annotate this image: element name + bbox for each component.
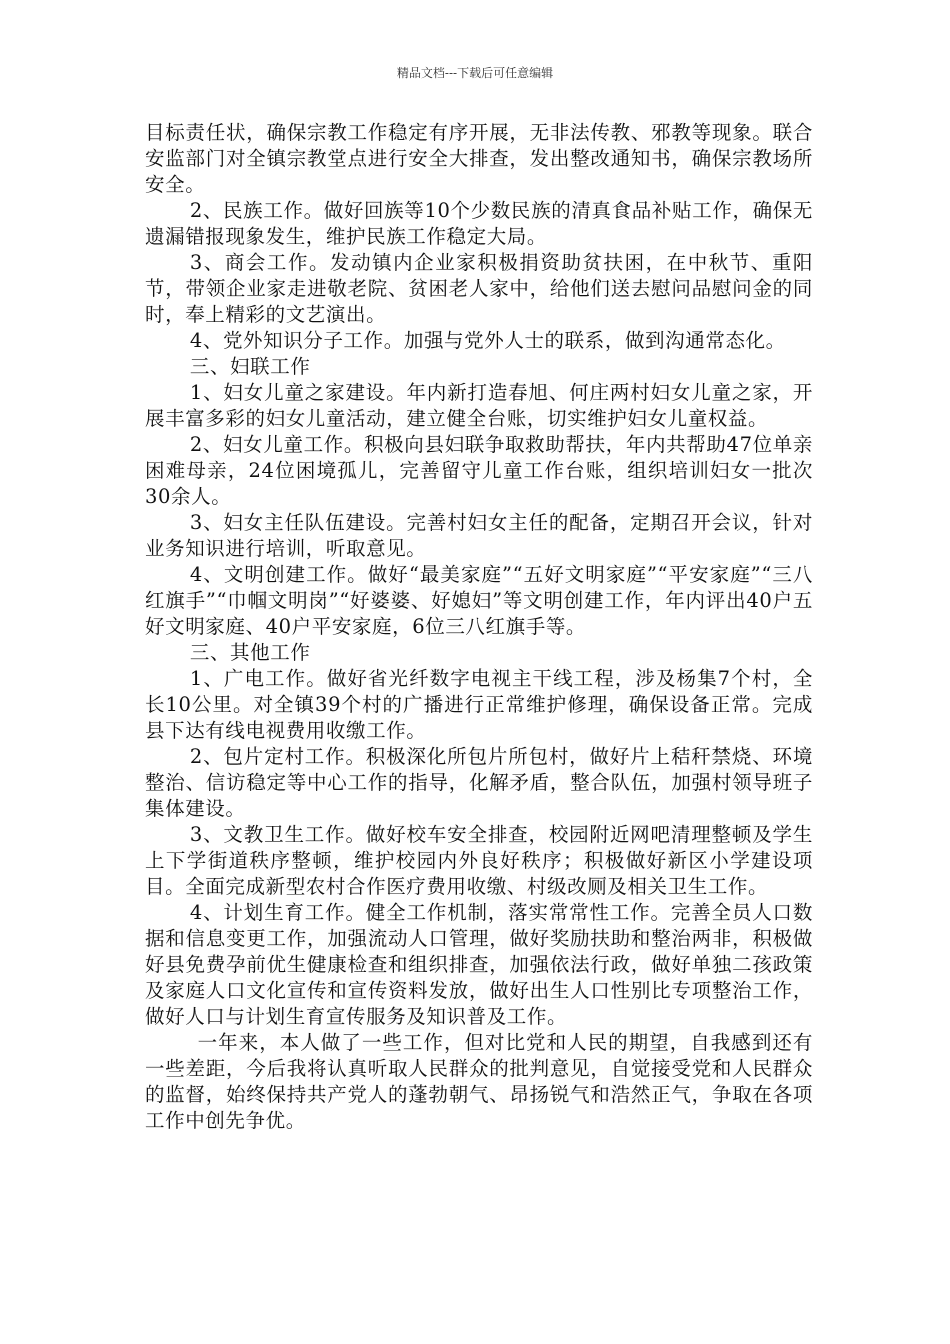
paragraph: 3、商会工作。发动镇内企业家积极捐资助贫扶困，在中秋节、重阳节，带领企业家走进敬老院、贫困老人家中，给他们送去慰问品慰问金的同时，奉上精彩的文艺演出。	[145, 251, 813, 326]
paragraph: 3、文教卫生工作。做好校车安全排查，校园附近网吧清理整顿及学生上下学街道秩序整顿，维护校园内外良好秩序；积极做好新区小学建设项目。全面完成新型农村合作医疗费用收缴、村级改厕及相关卫生工作。	[145, 823, 813, 898]
page-header: 精品文档---下载后可任意编辑	[396, 66, 554, 80]
paragraph: 4、计划生育工作。健全工作机制，落实常常性工作。完善全员人口数据和信息变更工作，加强流动人口管理，做好奖励扶助和整治两非，积极做好县免费孕前优生健康检查和组织排查，加强依法行政，做好单独二孩政策及家庭人口文化宣传和宣传资料发放，做好出生人口性别比专项整治工作，做好人口与计划生育宣传服务及知识普及工作。	[145, 901, 813, 1028]
paragraph: 1、妇女儿童之家建设。年内新打造春旭、何庄两村妇女儿童之家，开展丰富多彩的妇女儿童活动，建立健全台账，切实维护妇女儿童权益。	[145, 381, 813, 430]
section-heading: 三、其他工作	[189, 641, 311, 664]
paragraph: 2、民族工作。做好回族等10个少数民族的清真食品补贴工作，确保无遗漏错报现象发生，维护民族工作稳定大局。	[145, 199, 813, 248]
paragraph: 3、妇女主任队伍建设。完善村妇女主任的配备，定期召开会议，针对业务知识进行培训，听取意见。	[145, 511, 813, 560]
paragraph: 目标责任状，确保宗教工作稳定有序开展，无非法传教、邪教等现象。联合安监部门对全镇宗教堂点进行安全大排查，发出整改通知书，确保宗教场所安全。	[145, 121, 813, 196]
paragraph: 2、妇女儿童工作。积极向县妇联争取救助帮扶，年内共帮助47位单亲困难母亲，24位困境孤儿，完善留守儿童工作台账，组织培训妇女一批次30余人。	[145, 433, 813, 508]
document-body	[145, 120, 813, 1134]
section-heading: 三、妇联工作	[189, 355, 311, 378]
paragraph: 4、文明创建工作。做好“最美家庭”“五好文明家庭”“平安家庭”“三八红旗手”“巾帼文明岗”“好婆婆、好媳妇”等文明创建工作，年内评出40户五好文明家庭、40户平安家庭，6位三八红旗手等。	[145, 563, 813, 638]
paragraph: 1、广电工作。做好省光纤数字电视主干线工程，涉及杨集7个村，全长10公里。对全镇39个村的广播进行正常维护修理，确保设备正常。完成县下达有线电视费用收缴工作。	[145, 667, 813, 742]
paragraph: 一年来，本人做了一些工作，但对比党和人民的期望，自我感到还有一些差距，今后我将认真听取人民群众的批判意见，自觉接受党和人民群众的监督，始终保持共产党人的蓬勃朝气、昂扬锐气和浩然正气，争取在各项工作中创先争优。	[145, 1031, 813, 1132]
paragraph: 4、党外知识分子工作。加强与党外人士的联系，做到沟通常态化。	[189, 329, 786, 352]
paragraph: 2、包片定村工作。积极深化所包片所包村，做好片上秸秆禁烧、环境整治、信访稳定等中心工作的指导，化解矛盾，整合队伍，加强村领导班子集体建设。	[145, 745, 813, 820]
